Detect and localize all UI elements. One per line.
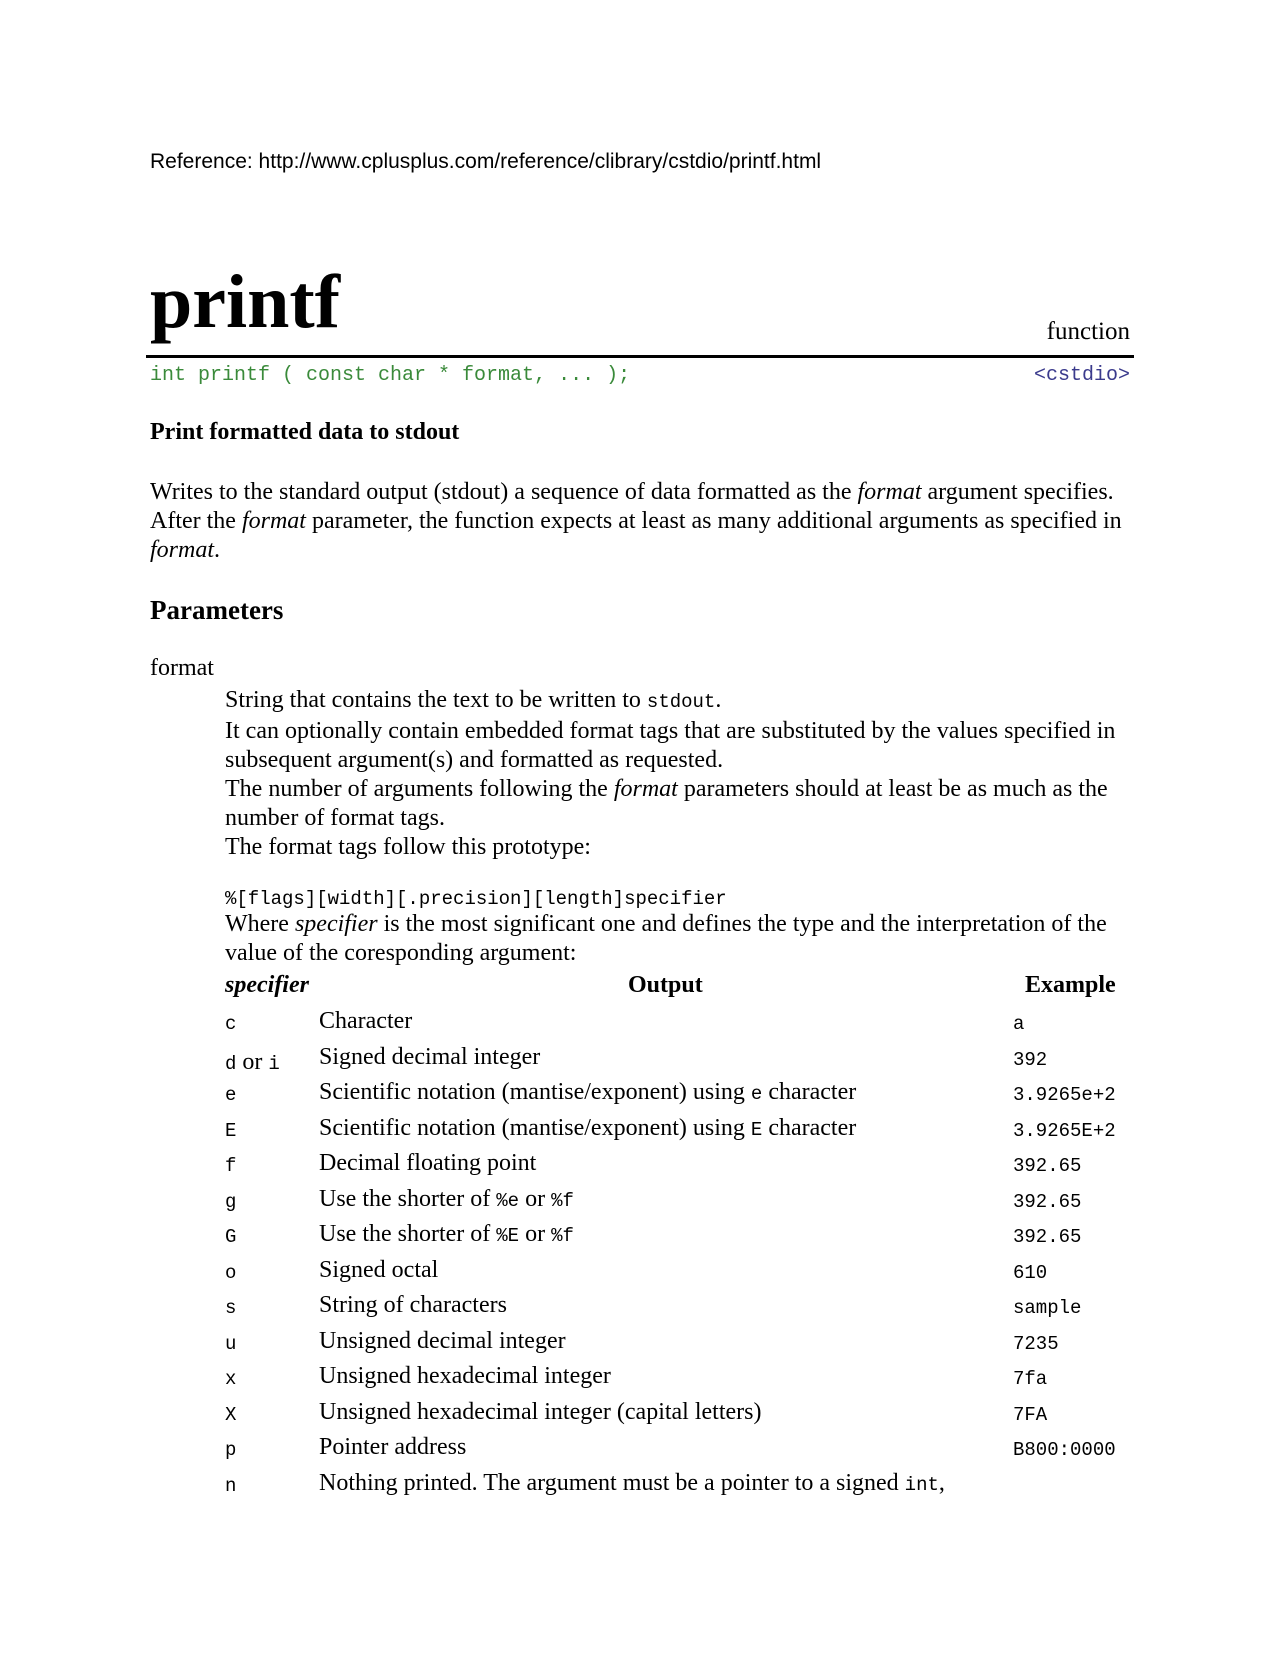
cell-specifier: g [225,1190,237,1213]
output-text: Use the shorter of [319,1221,497,1247]
title-divider [146,355,1134,358]
cell-specifier: f [225,1155,237,1177]
cell-example: sample [1013,1297,1082,1319]
param-text: parameters should at least be as much as the number of format tags. [225,776,1108,831]
cell-output: Decimal floating point [319,1150,537,1176]
cell-example: 392.65 [1013,1226,1082,1248]
cell-specifier: p [225,1439,237,1461]
cell-output: Signed octal [319,1256,439,1283]
table-row [225,1186,1135,1222]
cell-example: 610 [1013,1261,1048,1284]
description-text: Writes to the standard output (stdout) a sequence of data formatted as the [150,479,858,505]
table-row [225,1257,1135,1293]
cell-output: Unsigned hexadecimal integer (capital letters) [319,1398,762,1425]
description-text: parameter, the function expects at least as many additional arguments as specified in [305,508,1122,534]
cell-specifier: n [225,1474,237,1497]
output-code: %f [551,1225,574,1247]
output-code: %e [496,1189,520,1212]
table-row [225,1008,1135,1044]
cell-output [319,1115,856,1142]
cell-example: 392.65 [1013,1155,1082,1177]
cell-output: Pointer address [319,1434,467,1460]
cell-example: B800:0000 [1013,1439,1116,1461]
function-prototype: int printf ( const char * format, ... ); [150,364,631,387]
parameter-description [225,686,1135,862]
output-code: %E [496,1225,520,1247]
description-emphasis: format [150,537,215,563]
output-text: Nothing printed. The argument must be a pointer to a signed [319,1469,905,1496]
description-emphasis: format [857,479,922,505]
cell-specifier: c [225,1013,237,1035]
table-row [225,1470,1135,1506]
cell-example: 7fa [1013,1368,1048,1390]
page-title: printf [150,260,340,344]
param-code: stdout [646,691,716,713]
cell-specifier: o [225,1261,237,1284]
cell-example: 392.65 [1013,1190,1082,1213]
where-emphasis: specifier [294,911,378,937]
where-text: Where [225,911,295,937]
cell-specifier: G [225,1226,237,1248]
cell-example: 392 [1013,1048,1048,1071]
specifier-table [225,972,1135,1505]
table-row [225,1399,1135,1435]
description-text: argument specifies. After the [150,479,1114,534]
param-line [225,775,1135,833]
table-row [225,1221,1135,1257]
cell-output: Character [319,1008,413,1034]
table-row [225,1044,1135,1080]
cell-specifier: e [225,1084,237,1106]
parameters-heading: Parameters [150,595,284,625]
cell-output [319,1186,574,1213]
output-text: Scientific notation (mantise/exponent) using [319,1079,751,1105]
where-text: is the most significant one and defines the type and the interpretation of the value of the coresponding argument: [225,911,1107,966]
output-code: E [750,1118,763,1141]
table-row [225,1115,1135,1151]
param-line [225,686,1135,717]
output-text: Use the shorter of [319,1185,497,1212]
header-link[interactable]: <cstdio> [1033,364,1130,387]
spec-or: or [236,1048,269,1075]
output-text: character [762,1114,857,1141]
param-line: The format tags follow this prototype: [225,834,591,860]
table-row [225,1328,1135,1364]
param-text: String that contains the text to be written to [225,687,647,713]
function-summary: Print formatted data to stdout [150,419,460,445]
cell-example: 7FA [1013,1403,1048,1426]
cell-output: Signed decimal integer [319,1043,541,1070]
cell-output: String of characters [319,1292,507,1318]
output-code: e [750,1083,763,1105]
function-type-label: function [1046,318,1130,345]
cell-example: 7235 [1013,1332,1059,1355]
header-output: Output [628,972,703,998]
table-row [225,1150,1135,1186]
output-text: character [762,1079,857,1105]
specifier-explanation [225,910,1135,968]
cell-output [319,1221,574,1248]
param-line: It can optionally contain embedded format tags that are substituted by the values specified in subsequent argument(s) and formatted as requested. [225,718,1116,773]
format-tag-prototype: %[flags][width][.precision][length]specifier [225,888,727,910]
cell-example: 3.9265e+2 [1013,1084,1116,1106]
table-header [225,972,1135,1008]
spec-code: i [268,1052,280,1075]
cell-example: 3.9265E+2 [1013,1119,1116,1142]
description-text: . [214,537,221,563]
header-specifier: specifier [225,972,309,998]
spec-code: d [225,1052,237,1075]
cell-example: a [1013,1013,1025,1035]
cell-output [319,1470,945,1497]
cell-specifier: s [225,1297,237,1319]
table-row [225,1292,1135,1328]
reference-url: Reference: http://www.cplusplus.com/reference/clibrary/cstdio/printf.html [150,150,822,173]
cell-specifier: X [225,1403,237,1426]
cell-specifier: E [225,1119,237,1142]
param-emphasis: format [613,776,678,802]
cell-specifier: u [225,1332,237,1355]
parameter-name: format [150,655,214,681]
description-emphasis: format [241,508,306,534]
table-row [225,1363,1135,1399]
output-code: %f [551,1189,574,1212]
table-row [225,1434,1135,1470]
table-row [225,1079,1135,1115]
output-text: or [519,1185,552,1212]
cell-output: Unsigned hexadecimal integer [319,1363,611,1389]
cell-output: Unsigned decimal integer [319,1327,566,1354]
param-text: . [715,687,722,713]
output-text: , [938,1469,945,1496]
cell-specifier [225,1049,280,1076]
output-text: Scientific notation (mantise/exponent) using [319,1114,751,1141]
cell-specifier: x [225,1368,237,1390]
header-example: Example [1025,972,1116,998]
function-description [150,478,1130,565]
cell-output [319,1079,856,1106]
output-code: int [904,1473,939,1496]
output-text: or [519,1221,552,1247]
param-text: The number of arguments following the [225,776,614,802]
